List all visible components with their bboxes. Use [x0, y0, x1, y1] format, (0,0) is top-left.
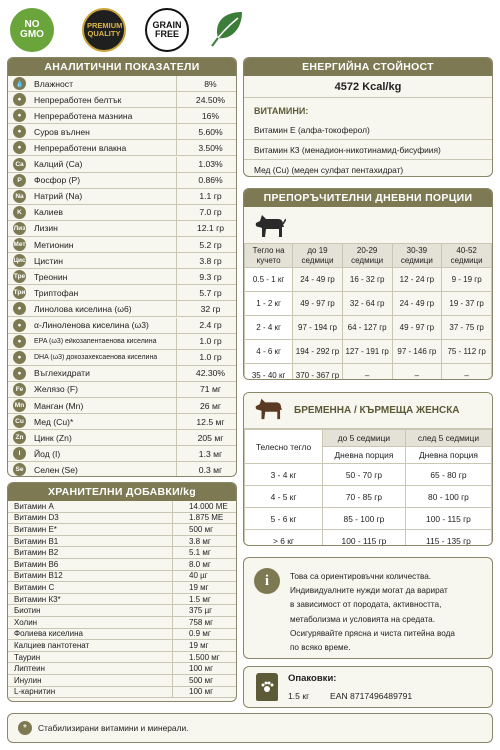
additive-row — [8, 594, 236, 606]
energy-section — [243, 57, 493, 177]
col-header: след 5 седмици — [405, 430, 491, 447]
additive-row — [8, 547, 236, 559]
additive-label: Холин — [14, 617, 38, 627]
analytical-label: α-Линоленова киселина (ω3) — [34, 320, 149, 331]
additive-value: 1.5 мг — [172, 594, 237, 605]
analytical-label: Непреработена мазнина — [34, 110, 133, 121]
ash-icon: ● — [13, 125, 26, 138]
additive-label: Инулин — [14, 675, 42, 685]
portion-value: 194 - 292 гр — [293, 340, 343, 364]
packaging-size: 1.5 кг — [288, 691, 310, 701]
analytical-value: 9.3 гр — [176, 269, 237, 284]
analytical-label: Треонин — [34, 271, 68, 282]
asterisk-icon: * — [18, 721, 32, 735]
analytical-row — [8, 221, 236, 237]
portion-value: 19 - 37 гр — [442, 292, 492, 316]
info-text — [290, 570, 455, 655]
additive-row — [8, 536, 236, 548]
analytical-label: Калиев — [34, 207, 63, 218]
calcium-icon: Ca — [13, 158, 26, 171]
analytical-label: DHA (ω3) докозахексаенова киселина — [34, 353, 158, 361]
alpha-linolenic-icon: ● — [13, 319, 26, 332]
analytical-row — [8, 366, 236, 382]
additive-value: 100 мг — [172, 687, 237, 698]
iodine-icon: I — [13, 447, 26, 460]
portion-row — [245, 268, 492, 292]
pregnant-section — [243, 392, 493, 546]
sodium-icon: Na — [13, 190, 26, 203]
additive-value: 500 мг — [172, 675, 237, 686]
pregnant-value: 100 - 115 гр — [323, 530, 406, 547]
pregnant-row — [245, 486, 492, 508]
analytical-value: 12.5 мг — [176, 414, 237, 429]
info-line: Индивидуалните нужди могат да варират — [290, 586, 448, 596]
analytical-label: Селен (Se) — [34, 464, 78, 475]
additive-row — [8, 652, 236, 664]
analytical-label: Йод (I) — [34, 448, 61, 459]
pregnant-value: 100 - 115 гр — [405, 508, 491, 530]
portions-title: ПРЕПОРЪЧИТЕЛНИ ДНЕВНИ ПОРЦИИ — [244, 189, 492, 207]
weight-header: Телесно тегло — [245, 430, 323, 464]
analytical-value: 1.3 мг — [176, 446, 237, 461]
analytical-row — [8, 318, 236, 334]
additive-label: Фолиева киселина — [14, 629, 83, 639]
portion-value: 24 - 49 гр — [293, 268, 343, 292]
analytical-value: 1.0 гр — [176, 334, 237, 349]
portion-weight: 1 - 2 кг — [245, 292, 293, 316]
copper-icon: Cu — [13, 415, 26, 428]
analytical-label: Желязо (F) — [34, 384, 78, 395]
portion-value: 37 - 75 гр — [442, 316, 492, 340]
cystine-icon: Цис — [13, 254, 26, 267]
methionine-icon: Мет — [13, 238, 26, 251]
info-icon: i — [254, 568, 280, 594]
vitamin-item: Витамин Е (алфа-токоферол) — [244, 120, 492, 140]
additive-row — [8, 501, 236, 513]
analytical-row — [8, 205, 236, 221]
additive-value: 1.500 мг — [172, 652, 237, 663]
analytical-value: 0.3 мг — [176, 462, 237, 477]
portion-value: 9 - 19 гр — [442, 268, 492, 292]
portions-section — [243, 188, 493, 380]
pregnant-weight: 3 - 4 кг — [245, 464, 323, 486]
analytical-row — [8, 334, 236, 350]
analytical-section — [7, 57, 237, 477]
additive-value: 0.9 мг — [172, 629, 237, 640]
additive-row — [8, 559, 236, 571]
portion-header: до 19 седмици — [293, 244, 343, 268]
pregnant-row — [245, 508, 492, 530]
grain-free-label: GRAIN FREE — [152, 19, 182, 39]
additive-label: Биотин — [14, 606, 41, 616]
info-line: в зависимост от породата, активността, — [290, 600, 442, 610]
analytical-row — [8, 108, 236, 124]
portion-value: 97 - 194 гр — [293, 316, 343, 340]
grain-free-badge — [145, 8, 189, 52]
portion-value: 75 - 112 гр — [442, 340, 492, 364]
threonine-icon: Тре — [13, 270, 26, 283]
analytical-value: 2.4 гр — [176, 318, 237, 333]
analytical-row — [8, 157, 236, 173]
pregnant-value: 65 - 80 гр — [405, 464, 491, 486]
pregnant-weight: > 6 кг — [245, 530, 323, 547]
analytical-row — [8, 173, 236, 189]
analytical-row — [8, 350, 236, 366]
analytical-value: 5.2 гр — [176, 237, 237, 252]
dog-icon — [244, 207, 492, 243]
vitamin-item: Витамин К3 (менадион-никотинамид-бисуфиия) — [244, 140, 492, 160]
info-line: Осигурявайте прясна и чиста питейна вода — [290, 628, 455, 638]
additive-row — [8, 629, 236, 641]
portion-value: 16 - 32 гр — [342, 268, 392, 292]
portions-table — [244, 243, 492, 380]
analytical-row — [8, 398, 236, 414]
analytical-label: Цистин — [34, 255, 63, 266]
additive-label: Витамин С — [14, 582, 55, 592]
fat-icon: ● — [13, 109, 26, 122]
analytical-value: 7.0 гр — [176, 205, 237, 220]
selenium-icon: Se — [13, 463, 26, 476]
analytical-row — [8, 237, 236, 253]
analytical-row — [8, 92, 236, 108]
droplet-icon: 💧 — [13, 77, 26, 90]
sub-header: Дневна порция — [405, 447, 491, 464]
bag-icon — [256, 673, 278, 701]
additive-label: Витамин В2 — [14, 548, 59, 558]
portion-weight: 2 - 4 кг — [245, 316, 293, 340]
additive-label: Витамин D3 — [14, 513, 59, 523]
portion-value: 12 - 24 гр — [392, 268, 442, 292]
additive-row — [8, 605, 236, 617]
linoleic-icon: ● — [13, 302, 26, 315]
carbohydrate-icon: ● — [13, 367, 26, 380]
analytical-value: 3.8 гр — [176, 253, 237, 268]
analytical-row — [8, 140, 236, 156]
pregnant-value: 115 - 135 гр — [405, 530, 491, 547]
analytical-row — [8, 430, 236, 446]
portion-value: 370 - 367 гр — [293, 364, 343, 381]
portion-header: 40-52 седмици — [442, 244, 492, 268]
premium-quality-badge — [82, 8, 126, 52]
additive-value: 375 µг — [172, 605, 237, 616]
additive-label: Витамин В1 — [14, 536, 59, 546]
portion-row — [245, 292, 492, 316]
additive-row — [8, 513, 236, 525]
pregnant-row — [245, 530, 492, 547]
packaging-section — [243, 666, 493, 708]
additive-row — [8, 640, 236, 652]
analytical-row — [8, 285, 236, 301]
pregnant-weight: 5 - 6 кг — [245, 508, 323, 530]
portion-value: – — [342, 364, 392, 381]
info-section — [243, 557, 493, 659]
additive-label: Калциев пантотенат — [14, 640, 90, 650]
additive-label: Витамин В6 — [14, 559, 59, 569]
additive-row — [8, 524, 236, 536]
pregnant-value: 70 - 85 гр — [323, 486, 406, 508]
analytical-value: 12.1 гр — [176, 221, 237, 236]
pregnant-title: БРЕМЕННА / КЪРМЕЩА ЖЕНСКА — [294, 405, 460, 416]
additive-value: 100 мг — [172, 663, 237, 674]
analytical-label: Линолова киселина (ω6) — [34, 303, 132, 314]
analytical-label: EPA (ω3) ейкозапентаенова киселина — [34, 337, 157, 345]
additive-value: 500 мг — [172, 524, 237, 535]
dha-icon: ● — [13, 351, 26, 364]
portion-value: 49 - 97 гр — [293, 292, 343, 316]
additive-row — [8, 617, 236, 629]
analytical-row — [8, 382, 236, 398]
analytical-value: 16% — [176, 108, 237, 123]
analytical-label: Фосфор (P) — [34, 175, 81, 186]
analytical-label: Манган (Mn) — [34, 400, 84, 411]
analytical-label: Суров вълнен — [34, 126, 90, 137]
analytical-label: Триптофан — [34, 287, 79, 298]
portion-header: 20-29 седмици — [342, 244, 392, 268]
analytical-label: Метионин — [34, 239, 74, 250]
portion-row — [245, 340, 492, 364]
analytical-row — [8, 124, 236, 140]
additive-value: 758 мг — [172, 617, 237, 628]
packaging-title: Опаковки: — [288, 673, 337, 684]
analytical-row — [8, 301, 236, 317]
additives-section — [7, 482, 237, 702]
no-gmo-label: NO GMO — [20, 18, 44, 40]
no-gmo-badge — [10, 8, 54, 52]
analytical-value: 24.50% — [176, 92, 237, 107]
additive-value: 5.1 мг — [172, 547, 237, 558]
protein-icon: ● — [13, 93, 26, 106]
analytical-label: Лизин — [34, 223, 58, 234]
portion-value: 127 - 191 гр — [342, 340, 392, 364]
analytical-label: Въглехидрати — [34, 368, 90, 379]
portion-row — [245, 364, 492, 381]
additive-value: 19 мг — [172, 640, 237, 651]
analytical-value: 26 мг — [176, 398, 237, 413]
fiber-icon: ● — [13, 141, 26, 154]
premium-quality-label: PREMIUM QUALITY — [87, 21, 123, 38]
footnote-text: Стабилизирани витамини и минерали. — [38, 723, 189, 733]
analytical-value: 205 мг — [176, 430, 237, 445]
additive-label: Витамин А — [14, 501, 54, 511]
iron-icon: Fe — [13, 383, 26, 396]
additive-value: 1.875 МЕ — [172, 513, 237, 524]
additive-value: 3.8 мг — [172, 536, 237, 547]
vitamins-list — [244, 120, 492, 177]
portion-value: – — [392, 364, 442, 381]
lysine-icon: Лиз — [13, 222, 26, 235]
leaf-icon — [208, 8, 248, 48]
analytical-title: АНАЛИТИЧНИ ПОКАЗАТЕЛИ — [8, 58, 236, 76]
analytical-value: 42.30% — [176, 366, 237, 381]
energy-title: ЕНЕРГИЙНА СТОЙНОСТ — [244, 58, 492, 76]
analytical-value: 5.60% — [176, 124, 237, 139]
analytical-label: Калций (Ca) — [34, 159, 83, 170]
analytical-row — [8, 76, 236, 92]
additive-label: Липтеин — [14, 664, 45, 674]
additive-row — [8, 663, 236, 675]
sub-header: Дневна порция — [323, 447, 406, 464]
footnote-box — [7, 713, 493, 743]
pregnant-value: 85 - 100 гр — [323, 508, 406, 530]
additive-value: 8.0 мг — [172, 559, 237, 570]
analytical-value: 71 мг — [176, 382, 237, 397]
vitamins-title: ВИТАМИНИ: — [254, 106, 309, 116]
additive-label: Витамин Е* — [14, 524, 57, 534]
analytical-row — [8, 462, 236, 477]
portion-weight: 4 - 6 кг — [245, 340, 293, 364]
analytical-label: Цинк (Zn) — [34, 432, 72, 443]
analytical-value: 1.03% — [176, 157, 237, 172]
portion-value: 24 - 49 гр — [392, 292, 442, 316]
potassium-icon: K — [13, 206, 26, 219]
analytical-label: Влажност — [34, 78, 74, 89]
analytical-row — [8, 414, 236, 430]
analytical-label: Непреработен белтък — [34, 94, 122, 105]
info-line: метаболизма и условията на средата. — [290, 614, 435, 624]
additive-row — [8, 582, 236, 594]
additives-title: ХРАНИТЕЛНИ ДОБАВКИ/kg — [8, 483, 236, 501]
portion-weight: 0.5 - 1 кг — [245, 268, 293, 292]
additive-label: L-карнитин — [14, 687, 56, 697]
dog-icon — [252, 395, 284, 426]
analytical-row — [8, 269, 236, 285]
additive-row — [8, 675, 236, 687]
analytical-value: 0.86% — [176, 173, 237, 188]
epa-icon: ● — [13, 335, 26, 348]
analytical-value: 3.50% — [176, 140, 237, 155]
pregnant-value: 50 - 70 гр — [323, 464, 406, 486]
pregnant-weight: 4 - 5 кг — [245, 486, 323, 508]
portion-value: 64 - 127 гр — [342, 316, 392, 340]
pregnant-value: 80 - 100 гр — [405, 486, 491, 508]
additive-row — [8, 571, 236, 583]
analytical-value: 5.7 гр — [176, 285, 237, 300]
zinc-icon: Zn — [13, 431, 26, 444]
pregnant-table — [244, 429, 492, 546]
packaging-ean: EAN 8717496489791 — [330, 691, 413, 701]
additive-row — [8, 687, 236, 699]
portion-value: 97 - 146 гр — [392, 340, 442, 364]
analytical-value: 8% — [176, 76, 237, 91]
portion-row — [245, 316, 492, 340]
portion-weight: 35 - 40 кг — [245, 364, 293, 381]
analytical-row — [8, 189, 236, 205]
pregnant-row — [245, 464, 492, 486]
phosphorus-icon: P — [13, 174, 26, 187]
col-header: до 5 седмици — [323, 430, 406, 447]
additive-label: Витамин К3* — [14, 594, 61, 604]
additive-value: 14.000 МЕ — [172, 501, 237, 512]
tryptophan-icon: Три — [13, 286, 26, 299]
vitamin-item: Мед (Cu) (меден сулфат пентахидрат) — [254, 165, 404, 175]
analytical-value: 32 гр — [176, 301, 237, 316]
energy-value: 4572 Kcal/kg — [244, 76, 492, 98]
analytical-value: 1.1 гр — [176, 189, 237, 204]
info-line: по всяко време. — [290, 643, 351, 653]
analytical-label: Мед (Cu)* — [34, 416, 74, 427]
analytical-value: 1.0 гр — [176, 350, 237, 365]
pregnant-header — [244, 393, 492, 429]
manganese-icon: Mn — [13, 399, 26, 412]
analytical-row — [8, 446, 236, 462]
analytical-label: Натрий (Na) — [34, 191, 83, 202]
portion-value: – — [442, 364, 492, 381]
additive-label: Таурин — [14, 652, 41, 662]
analytical-label: Непреработени влакна — [34, 142, 127, 153]
portion-value: 49 - 97 гр — [392, 316, 442, 340]
analytical-row — [8, 253, 236, 269]
info-line: Това са ориентировъчни количества. — [290, 572, 432, 581]
portion-header: 30-39 седмици — [392, 244, 442, 268]
additive-label: Витамин В12 — [14, 571, 63, 581]
portion-header: Тегло на кучето — [245, 244, 293, 268]
additive-value: 19 мг — [172, 582, 237, 593]
additive-value: 40 µг — [172, 571, 237, 582]
portion-value: 32 - 64 гр — [342, 292, 392, 316]
